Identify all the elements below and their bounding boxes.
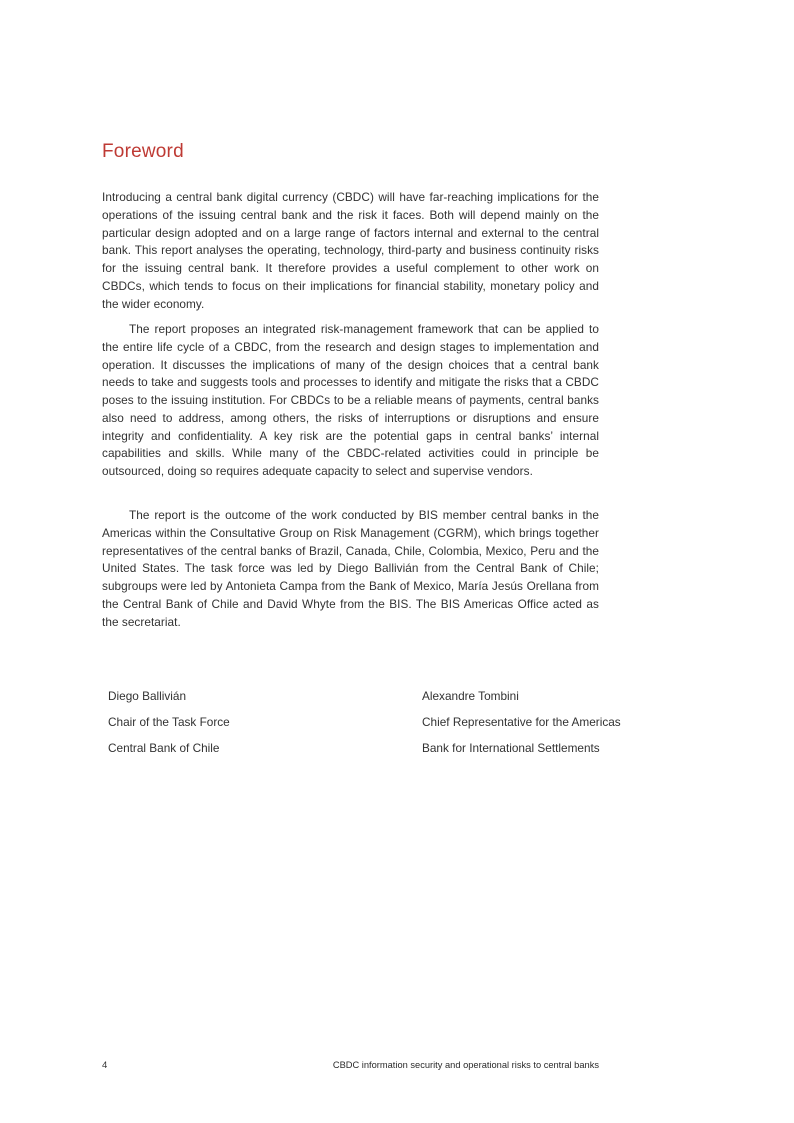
footer-running-title: CBDC information security and operational risks to central banks [332, 1060, 599, 1070]
signatory-left-name: Diego Ballivián [108, 689, 187, 703]
signature-row-names [102, 689, 599, 705]
signatory-right-organization: Bank for International Settlements [422, 741, 600, 755]
footer-page-number: 4 [102, 1060, 108, 1071]
signatory-left-role: Chair of the Task Force [108, 715, 230, 729]
signatory-left-organization: Central Bank of Chile [108, 741, 220, 755]
paragraph-intro: Introducing a central bank digital currency (CBDC) will have far-reaching implications for the operations of the issuing central bank and the risk it faces. Both will depend mainly on the particular design adopted and on a large range of factors internal and external to the central bank. This report analyses the operating, technology, third-party and business continuity risks for the issuing central bank. It therefore provides a useful complement to other work on CBDCs, which tends to focus on their implications for financial stability, monetary policy and the wider economy. [102, 190, 599, 311]
signature-row-organizations [102, 741, 599, 757]
signatory-right-role: Chief Representative for the Americas [422, 715, 621, 729]
page-title: Foreword [102, 141, 184, 162]
paragraph-framework: The report proposes an integrated risk-management framework that can be applied to the entire life cycle of a CBDC, from the research and design stages to implementation and operation. It discusses the implications of many of the design choices that a central bank needs to take and suggests tools and processes to identify and mitigate the risks that a CBDC poses to the issuing institution. For CBDCs to be a reliable means of payments, central banks also need to address, among others, the risks of interruptions or disruptions and ensure integrity and confidentiality. A key risk are the potential gaps in central banks’ internal capabilities and skills. While many of the CBDC-related activities could in principle be outsourced, doing so requires adequate capacity to select and supervise vendors. [102, 322, 599, 478]
signature-row-roles [102, 715, 621, 731]
signatory-right-name: Alexandre Tombini [422, 689, 519, 703]
paragraph-acknowledgements: The report is the outcome of the work conducted by BIS member central banks in the Americas within the Consultative Group on Risk Management (CGRM), which brings together representatives of the central banks of Brazil, Canada, Chile, Colombia, Mexico, Peru and the United States. The task force was led by Diego Ballivián from the Central Bank of Chile; subgroups were led by Antonieta Campa from the Bank of Mexico, María Jesús Orellana from the Central Bank of Chile and David Whyte from the BIS. The BIS Americas Office acted as the secretariat. [102, 508, 599, 629]
